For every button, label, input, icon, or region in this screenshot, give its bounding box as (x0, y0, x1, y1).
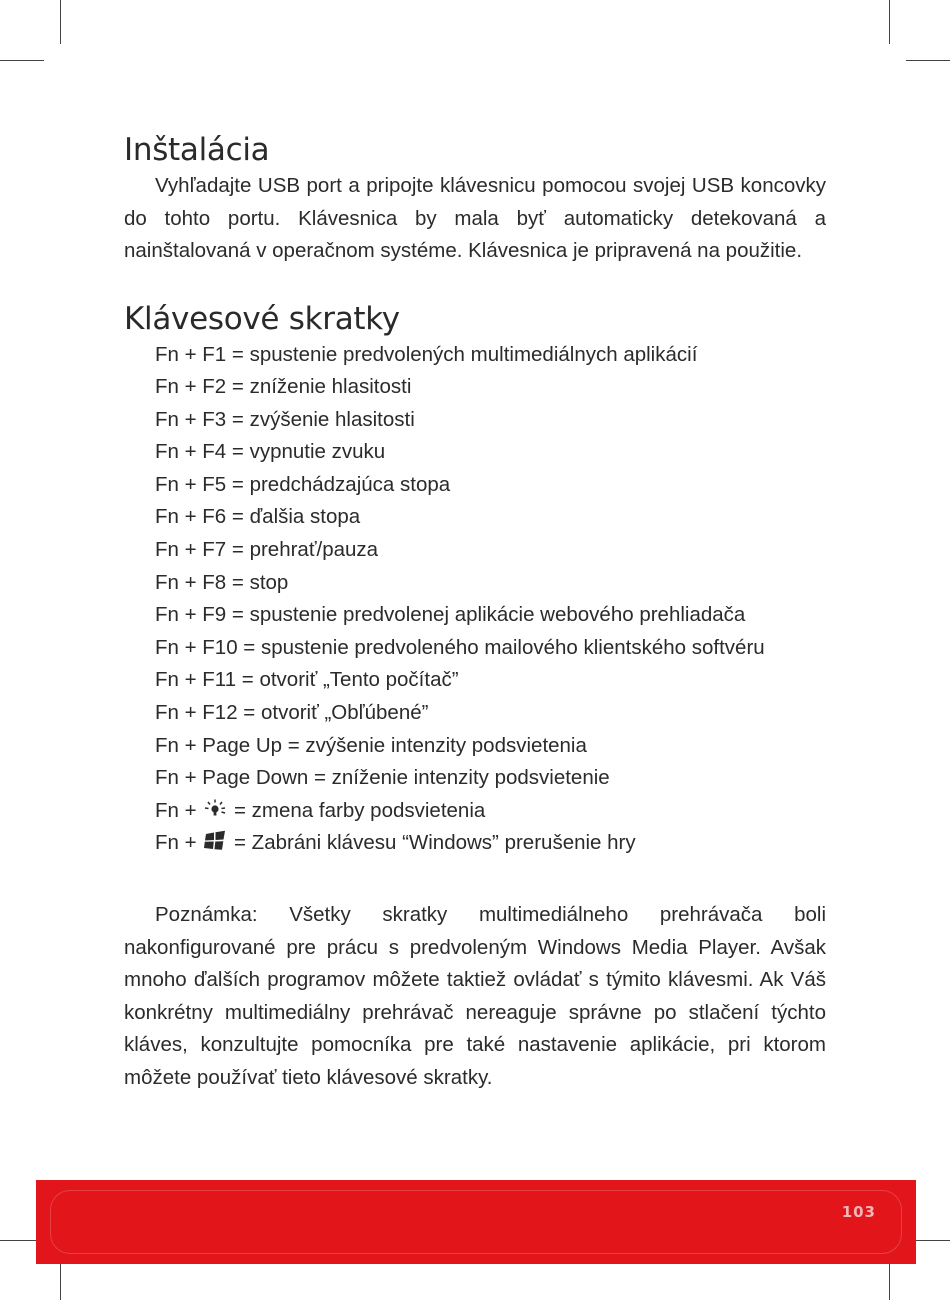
page-number: 103 (841, 1203, 876, 1221)
shortcuts-heading: Klávesové skratky (124, 300, 400, 337)
shortcut-item: Fn + F6 = ďalšia stopa (155, 505, 361, 529)
shortcut-item: Fn + F7 = prehrať/pauza (155, 538, 379, 562)
shortcut-prefix: Fn + (155, 798, 197, 822)
shortcut-item: Fn + F5 = predchádzajúca stopa (155, 472, 451, 496)
shortcut-item-backlight-color (155, 795, 826, 828)
crop-mark (906, 60, 950, 61)
shortcut-item: Fn + Page Down = zníženie intenzity podsvietenie (155, 766, 610, 790)
note-paragraph: Poznámka: Všetky skratky multimediálneho prehrávača boli nakonfigurované pre prácu s predvoleným Windows Media Player. Avšak mnoho ďalších programov môžete taktiež ovládať s týmito klávesmi. Ak Váš konkrétny multimediálny prehrávač nereaguje správne po stlačení týchto kláves, konzultujte pomocníka pre také nastavenie aplikácie, pri ktorom môžete používať tieto klávesové skratky. (124, 903, 826, 1089)
shortcut-description: = Zabráni klávesu “Windows” prerušenie hry (234, 831, 636, 855)
crop-mark (60, 0, 61, 44)
shortcut-description: = zmena farby podsvietenia (234, 798, 486, 822)
shortcut-item: Fn + F3 = zvýšenie hlasitosti (155, 407, 415, 431)
installation-paragraph: Vyhľadajte USB port a pripojte klávesnicu pomocou svojej USB koncovky do tohto portu. Klávesnica by mala byť automaticky detekovaná a nainštalovaná v operačnom systéme. Klávesnica je pripravená na použitie. (124, 174, 826, 262)
windows-logo-icon (202, 830, 228, 852)
shortcuts-list (124, 339, 826, 861)
shortcut-item: Fn + Page Up = zvýšenie intenzity podsvietenia (155, 733, 587, 757)
footer-inner-frame (50, 1190, 902, 1254)
shortcut-item: Fn + F12 = otvoriť „Obľúbené” (155, 701, 429, 725)
shortcut-item: Fn + F4 = vypnutie zvuku (155, 440, 386, 464)
shortcut-item: Fn + F9 = spustenie predvolenej aplikácie webového prehliadača (155, 603, 746, 627)
shortcut-prefix: Fn + (155, 831, 197, 855)
shortcut-item: Fn + F2 = zníženie hlasitosti (155, 375, 412, 399)
footer-bar (36, 1180, 916, 1264)
page-content (124, 130, 826, 1094)
shortcut-item: Fn + F8 = stop (155, 570, 289, 594)
installation-heading: Inštalácia (124, 132, 270, 168)
shortcut-item: Fn + F11 = otvoriť „Tento počítač” (155, 668, 459, 692)
shortcut-item: Fn + F10 = spustenie predvoleného mailového klientského softvéru (155, 635, 765, 659)
crop-mark (889, 0, 890, 44)
crop-mark (0, 60, 44, 61)
shortcut-item: Fn + F1 = spustenie predvolených multimediálnych aplikácií (155, 342, 698, 366)
shortcut-item-windows-lock (155, 827, 826, 860)
light-bulb-icon (202, 798, 228, 820)
